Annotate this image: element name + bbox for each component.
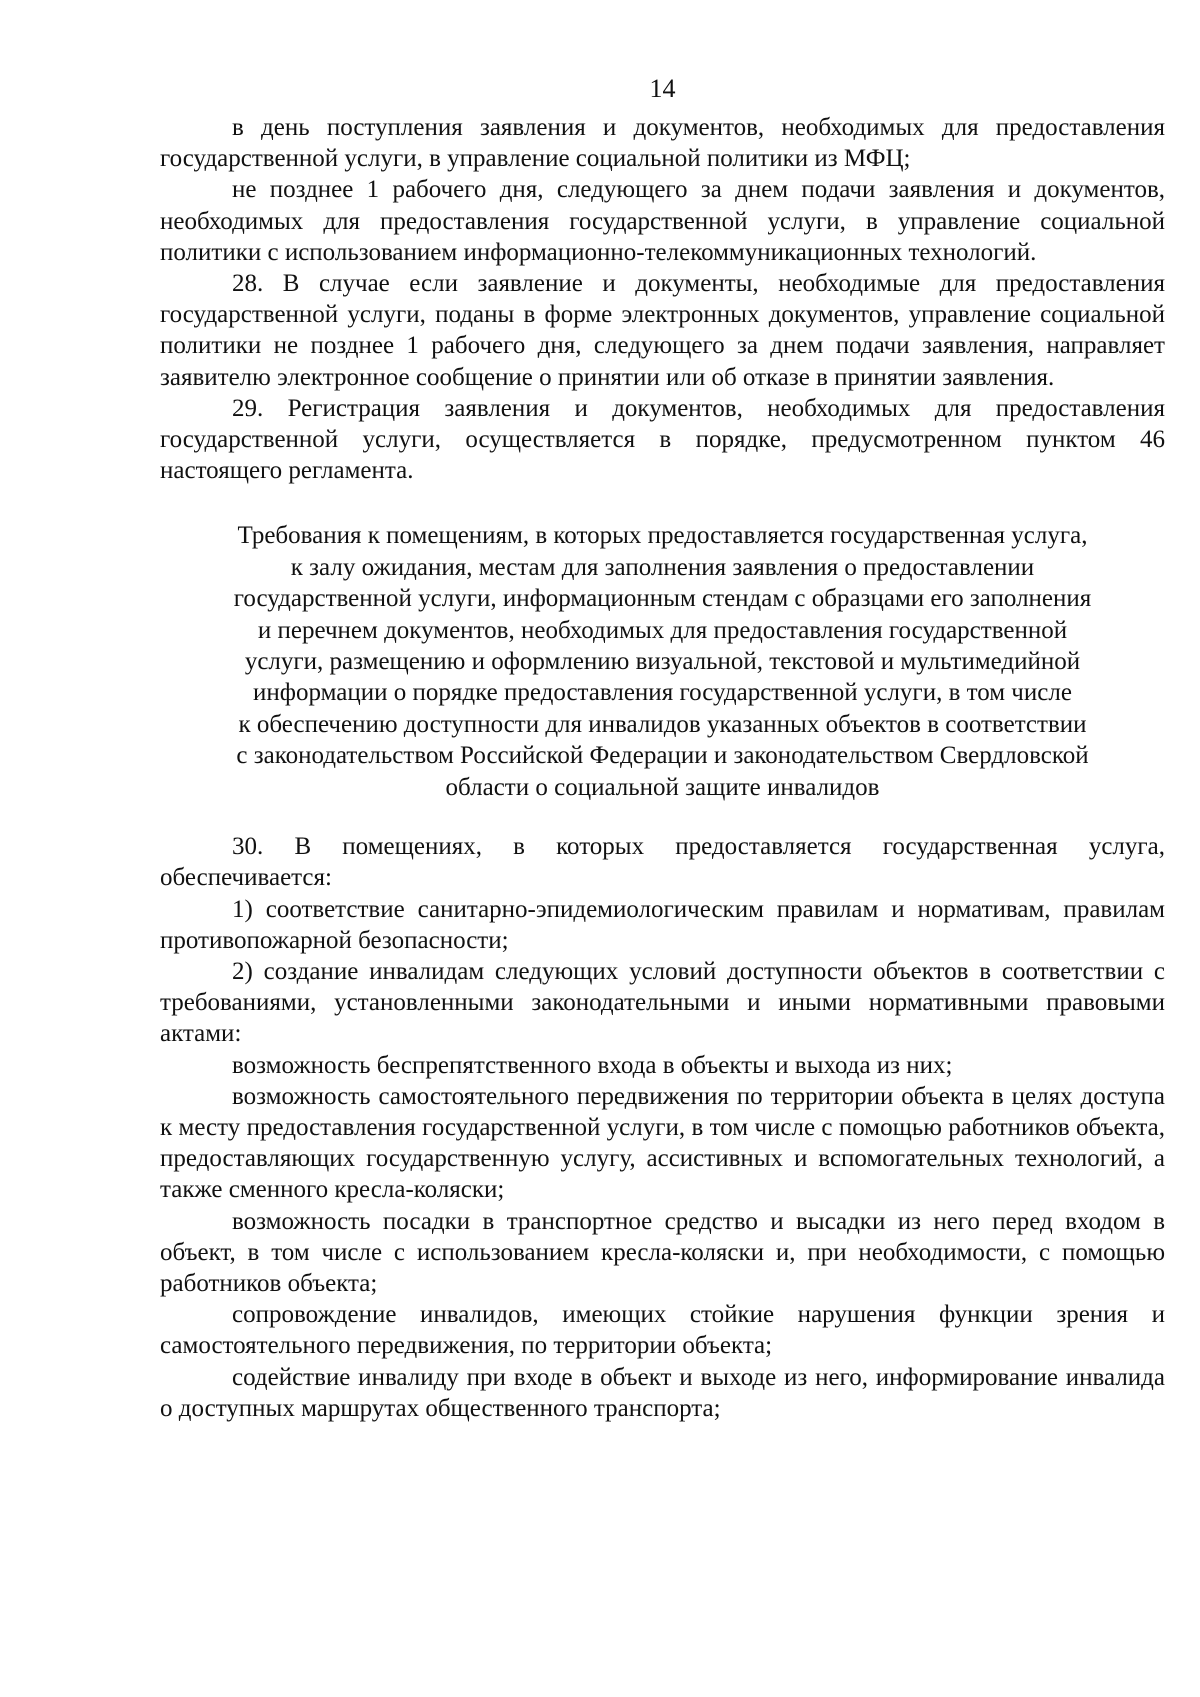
heading-line: Требования к помещениям, в которых предоставляется государственная услуга, bbox=[237, 522, 1088, 550]
list-item-2: 2) создание инвалидам следующих условий доступности объектов в соответствии с требованиями, установленными законодательными и иными нормативными правовыми актами: bbox=[160, 957, 1165, 1048]
heading-line: с законодательством Российской Федерации и законодательством Свердловской bbox=[236, 742, 1089, 770]
heading-line: и перечнем документов, необходимых для предоставления государственной bbox=[257, 616, 1068, 644]
accessibility-item-escort: сопровождение инвалидов, имеющих стойкие нарушения функции зрения и самостоятельного передвижения, по территории объекта; bbox=[160, 1301, 1165, 1360]
heading-line: области о социальной защите инвалидов bbox=[445, 773, 880, 801]
heading-line: информации о порядке предоставления государственной услуги, в том числе bbox=[253, 679, 1072, 707]
accessibility-item-movement: возможность самостоятельного передвижения по территории объекта в целях доступа к месту предоставления государственной услуги, в том числе с помощью работников объекта, предоставляющих государственную услугу, ассистивных и вспомогательных технологий, а также сменного кресла-коляски; bbox=[160, 1082, 1165, 1204]
heading-line: к обеспечению доступности для инвалидов указанных объектов в соответствии bbox=[238, 710, 1087, 738]
paragraph-28: 28. В случае если заявление и документы, необходимые для предоставления государственной услуги, поданы в форме электронных документов, управление социальной политики не позднее 1 рабочего дня, следующего за днем подачи заявления, направляет заявителю электронное сообщение о принятии или об отказе в принятии заявления. bbox=[160, 270, 1165, 391]
paragraph-30: 30. В помещениях, в которых предоставляется государственная услуга, обеспечивается: bbox=[160, 833, 1165, 892]
accessibility-item-entry: возможность беспрепятственного входа в объекты и выхода из них; bbox=[232, 1051, 953, 1079]
page-number: 14 bbox=[649, 74, 676, 103]
section-heading bbox=[160, 520, 1165, 803]
heading-line: услуги, размещению и оформлению визуальной, текстовой и мультимедийной bbox=[244, 648, 1081, 676]
list-item-1: 1) соответствие санитарно-эпидемиологическим правилам и нормативам, правилам противопожарной безопасности; bbox=[160, 895, 1165, 954]
accessibility-item-transport: возможность посадки в транспортное средство и высадки из него перед входом в объект, в том числе с использованием кресла-коляски и, при необходимости, с помощью работников объекта; bbox=[160, 1207, 1165, 1297]
paragraph-mfc-transfer: в день поступления заявления и документов, необходимых для предоставления государственной услуги, в управление социальной политики из МФЦ; bbox=[160, 114, 1165, 173]
heading-line: к залу ожидания, местам для заполнения заявления о предоставлении bbox=[290, 553, 1035, 581]
document-page bbox=[160, 74, 1165, 1424]
paragraph-29: 29. Регистрация заявления и документов, необходимых для предоставления государственной услуги, осуществляется в порядке, предусмотренном пунктом 46 настоящего регламента. bbox=[160, 394, 1165, 485]
accessibility-item-assistance: содействие инвалиду при входе в объект и выходе из него, информирование инвалида о доступных маршрутах общественного транспорта; bbox=[160, 1363, 1165, 1422]
paragraph-electronic-transfer: не позднее 1 рабочего дня, следующего за днем подачи заявления и документов, необходимых для предоставления государственной услуги, в управление социальной политики с использованием информационно-телекоммуникационных технологий. bbox=[160, 176, 1165, 266]
heading-line: государственной услуги, информационным стендам с образцами его заполнения bbox=[233, 585, 1092, 613]
